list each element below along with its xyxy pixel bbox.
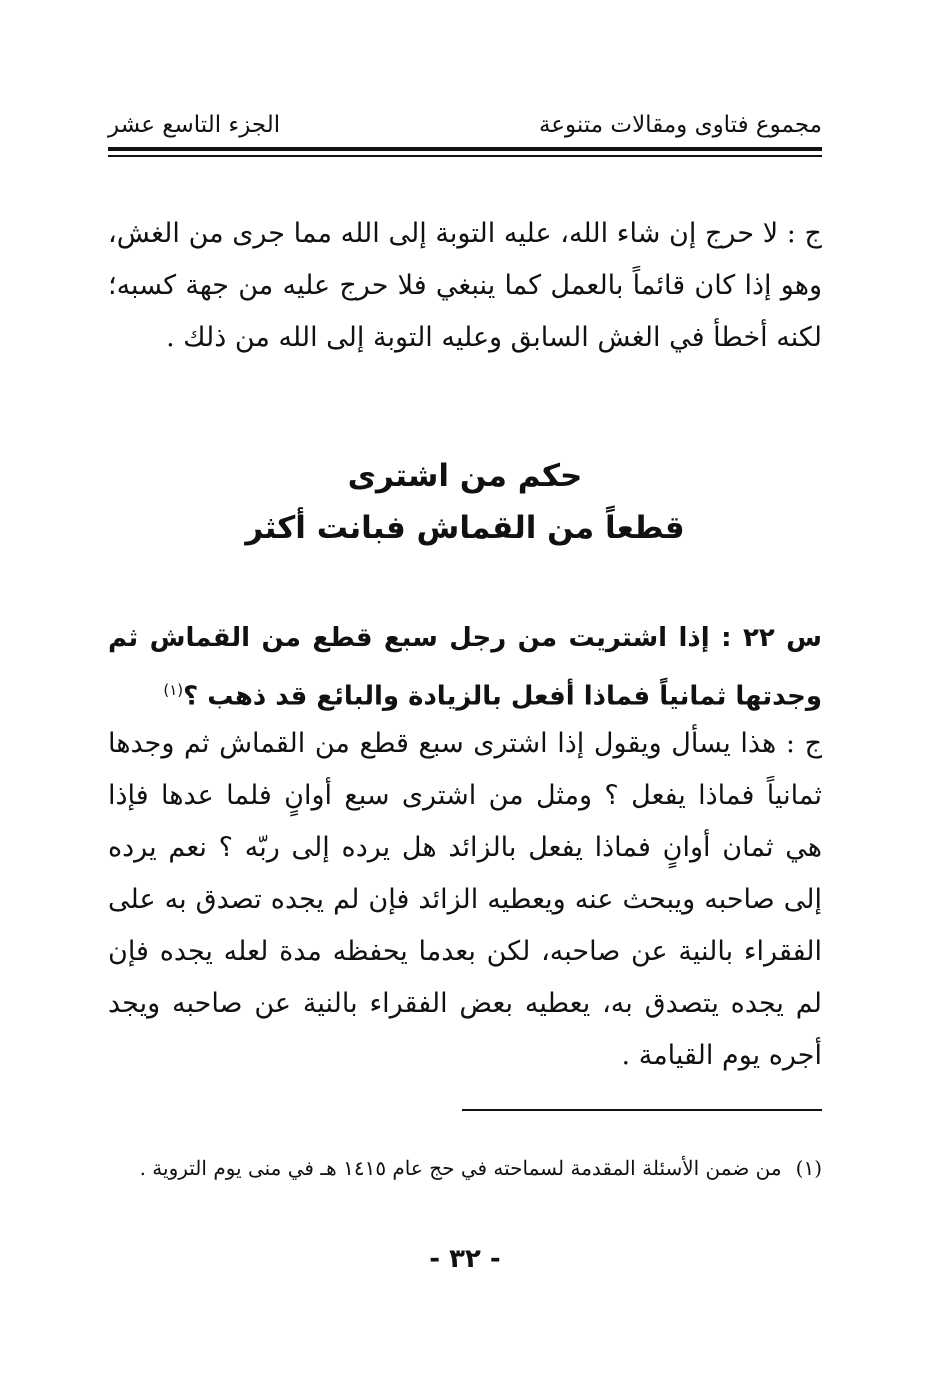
footnote-text: من ضمن الأسئلة المقدمة لسماحته في حج عام ١٤١٥ هـ في منى يوم التروية . — [139, 1156, 782, 1180]
running-header — [108, 108, 822, 144]
footnote — [108, 1150, 822, 1186]
question-text: س ٢٢ : إذا اشتريت من رجل سبع قطع من القماش ثم وجدتها ثمانياً فماذا أفعل بالزيادة والبائع قد ذهب ؟ — [108, 623, 823, 712]
answer-paragraph-2: ج : هذا يسأل ويقول إذا اشترى سبع قطع من القماش ثم وجدها ثمانياً فماذا يفعل ؟ ومثل من اشترى سبع أوانٍ فلما عدها فإذا هي ثمان أوانٍ فماذا يفعل بالزائد هل يرده إلى ربّه ؟ نعم يرده إلى صاحبه ويبحث عنه ويعطيه الزائد فإن لم يجده تصدق به على الفقراء بالنية عن صاحبه، لكن بعدما يحفظه مدة لعله يجده فإن لم يجده يتصدق به، يعطيه بعض الفقراء بالنية عن صاحبه ويجد أجره يوم القيامة . — [108, 728, 822, 1071]
volume-part: الجزء التاسع عشر — [108, 112, 281, 138]
section-heading-line-1: حكم من اشترى — [347, 458, 583, 494]
footnote-number: (١) — [795, 1156, 822, 1180]
footnote-separator — [462, 1109, 822, 1111]
header-rule-thin — [108, 155, 822, 157]
question-paragraph — [108, 612, 822, 723]
footnote-reference: (١) — [163, 681, 184, 699]
section-heading-line-2: قطعاً من القماش فبانت أكثر — [245, 510, 685, 546]
book-title: مجموع فتاوى ومقالات متنوعة — [538, 112, 822, 138]
header-rule-thick — [108, 147, 822, 151]
answer-paragraph-1: ج : لا حرج إن شاء الله، عليه التوبة إلى الله مما جرى من الغش، وهو إذا كان قائماً بالعمل كما ينبغي فلا حرج عليه من جهة كسبه؛ لكنه أخطأ في الغش السابق وعليه التوبة إلى الله من ذلك . — [108, 218, 822, 353]
page-number: - ٣٢ - — [429, 1244, 501, 1274]
